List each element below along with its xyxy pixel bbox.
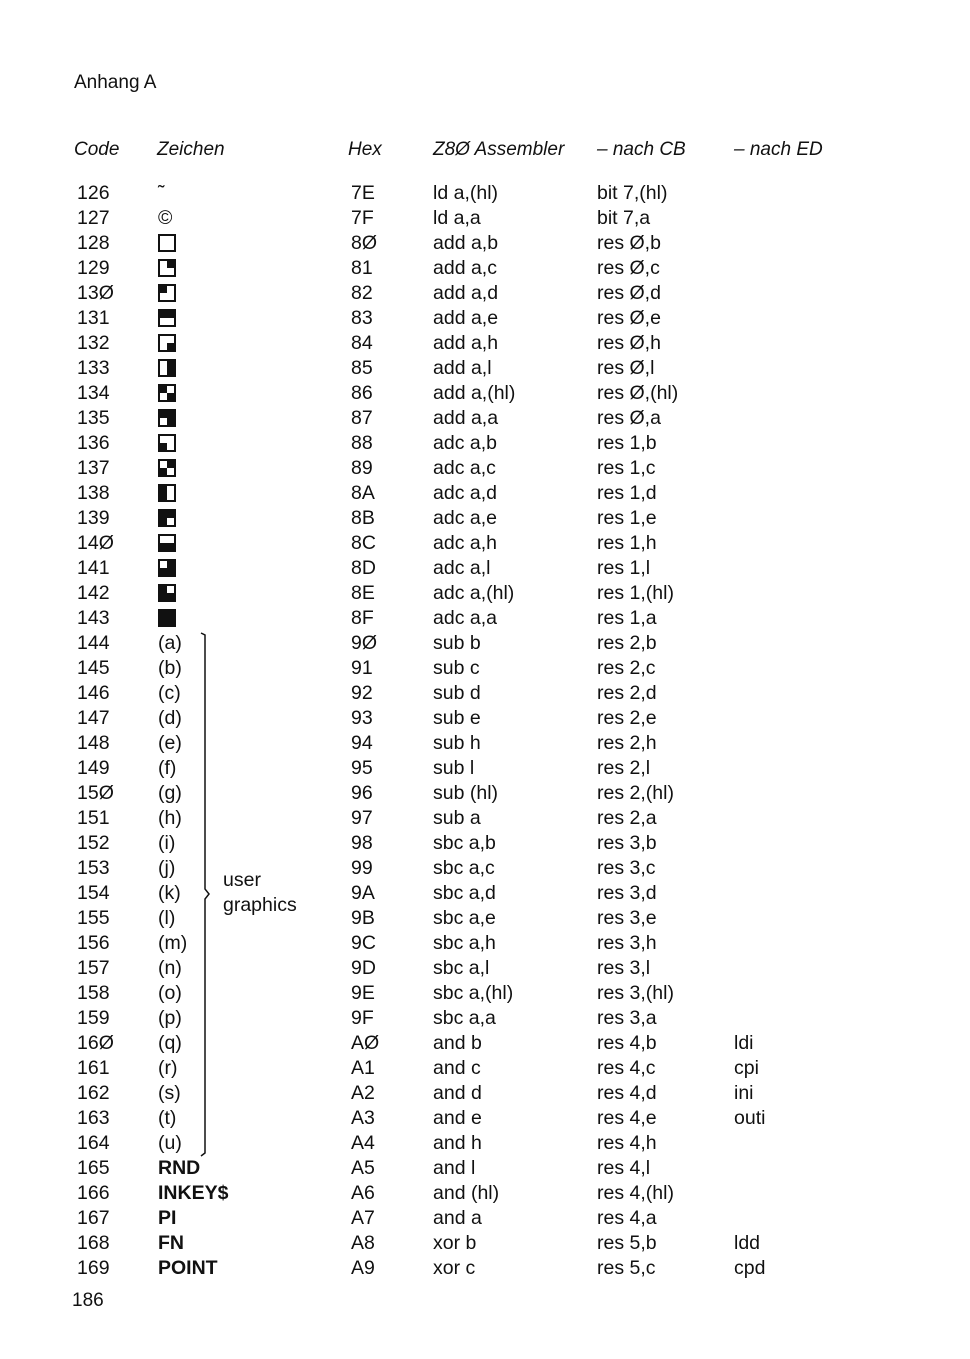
cb-cell: res 2,b: [597, 632, 657, 654]
assembler-cell: add a,h: [433, 332, 499, 354]
table-row: [0, 781, 970, 806]
cb-cell: res 5,b: [597, 1232, 657, 1254]
code-cell: 134: [77, 382, 110, 404]
code-cell: 158: [77, 982, 110, 1004]
char-cell: (o): [158, 982, 182, 1004]
user-graphics-brace: [200, 632, 210, 1157]
assembler-cell: sub a: [433, 807, 481, 829]
table-row: [0, 181, 970, 206]
table-row: [0, 681, 970, 706]
hex-cell: 85: [351, 357, 373, 379]
assembler-cell: ld a,(hl): [433, 182, 499, 204]
cb-cell: res 3,b: [597, 832, 657, 854]
hex-cell: A1: [351, 1057, 375, 1079]
column-header-nach-ed: – nach ED: [734, 139, 823, 160]
table-row: [0, 231, 970, 256]
hex-cell: 92: [351, 682, 373, 704]
code-cell: 152: [77, 832, 110, 854]
block-graphic-icon: [158, 559, 176, 577]
table-row: [0, 706, 970, 731]
assembler-cell: and a: [433, 1207, 482, 1229]
assembler-cell: sub d: [433, 682, 481, 704]
table-row: [0, 431, 970, 456]
cb-cell: res 4,e: [597, 1107, 657, 1129]
table-row: [0, 256, 970, 281]
assembler-cell: sub (hl): [433, 782, 499, 804]
hex-cell: 82: [351, 282, 373, 304]
code-cell: 127: [77, 207, 110, 229]
block-graphic-icon: [158, 509, 176, 527]
ed-cell: outi: [734, 1107, 766, 1129]
table-row: [0, 306, 970, 331]
cb-cell: res 4,b: [597, 1032, 657, 1054]
cb-cell: res Ø,h: [597, 332, 661, 354]
cb-cell: res 5,c: [597, 1257, 656, 1279]
assembler-cell: sbc a,b: [433, 832, 496, 854]
code-cell: 128: [77, 232, 110, 254]
code-cell: 144: [77, 632, 110, 654]
char-cell: (d): [158, 707, 182, 729]
column-header-assembler: Z8Ø Assembler: [433, 139, 565, 160]
block-graphic-icon: [158, 584, 176, 602]
assembler-cell: and l: [433, 1157, 476, 1179]
char-cell: (r): [158, 1057, 178, 1079]
table-row: [0, 1106, 970, 1131]
assembler-cell: sub l: [433, 757, 475, 779]
code-cell: 135: [77, 407, 110, 429]
hex-cell: 9B: [351, 907, 375, 929]
code-cell: 161: [77, 1057, 110, 1079]
cb-cell: res 4,(hl): [597, 1182, 674, 1204]
hex-cell: 97: [351, 807, 373, 829]
code-cell: 129: [77, 257, 110, 279]
hex-cell: 91: [351, 657, 373, 679]
code-cell: 156: [77, 932, 110, 954]
cb-cell: bit 7,a: [597, 207, 651, 229]
ed-cell: ini: [734, 1082, 754, 1104]
code-cell: 155: [77, 907, 110, 929]
ed-cell: cpi: [734, 1057, 759, 1079]
cb-cell: res 2,c: [597, 657, 656, 679]
code-cell: 132: [77, 332, 110, 354]
assembler-cell: and d: [433, 1082, 482, 1104]
assembler-cell: add a,l: [433, 357, 492, 379]
char-cell: (e): [158, 732, 182, 754]
hex-cell: 95: [351, 757, 373, 779]
char-cell: (b): [158, 657, 182, 679]
hex-cell: 86: [351, 382, 373, 404]
hex-cell: 8A: [351, 482, 375, 504]
char-cell: (u): [158, 1132, 182, 1154]
column-header-hex: Hex: [348, 139, 382, 160]
table-row: [0, 1156, 970, 1181]
assembler-cell: and e: [433, 1107, 482, 1129]
hex-cell: A6: [351, 1182, 375, 1204]
table-row: [0, 756, 970, 781]
table-row: [0, 506, 970, 531]
code-cell: 163: [77, 1107, 110, 1129]
code-cell: 139: [77, 507, 110, 529]
char-cell: (l): [158, 907, 176, 929]
cb-cell: res 1,b: [597, 432, 657, 454]
block-graphic-icon: [158, 359, 176, 377]
table-row: [0, 581, 970, 606]
table-row: [0, 881, 970, 906]
char-cell: (m): [158, 932, 188, 954]
table-row: [0, 1256, 970, 1281]
code-cell: 126: [77, 182, 110, 204]
ed-cell: cpd: [734, 1257, 766, 1279]
cb-cell: res 3,l: [597, 957, 651, 979]
cb-cell: res Ø,b: [597, 232, 661, 254]
assembler-cell: adc a,a: [433, 607, 497, 629]
code-cell: 168: [77, 1232, 110, 1254]
table-row: [0, 1056, 970, 1081]
code-cell: 133: [77, 357, 110, 379]
table-row: [0, 956, 970, 981]
code-cell: 151: [77, 807, 110, 829]
hex-cell: 8Ø: [351, 232, 378, 254]
cb-cell: res 4,a: [597, 1207, 657, 1229]
hex-cell: A3: [351, 1107, 375, 1129]
cb-cell: res 4,d: [597, 1082, 657, 1104]
assembler-cell: adc a,e: [433, 507, 497, 529]
user-graphics-label: [223, 868, 297, 918]
table-row: [0, 556, 970, 581]
page-number: 186: [72, 1290, 104, 1311]
cb-cell: res 3,e: [597, 907, 657, 929]
table-row: [0, 1081, 970, 1106]
cb-cell: res 1,c: [597, 457, 656, 479]
assembler-cell: xor c: [433, 1257, 476, 1279]
char-cell: (i): [158, 832, 176, 854]
table-row: [0, 356, 970, 381]
block-graphic-icon: [158, 484, 176, 502]
hex-cell: 9E: [351, 982, 375, 1004]
code-cell: 138: [77, 482, 110, 504]
hex-cell: 8B: [351, 507, 375, 529]
hex-cell: A9: [351, 1257, 375, 1279]
char-cell: FN: [158, 1232, 184, 1254]
table-row: [0, 531, 970, 556]
table-row: [0, 331, 970, 356]
cb-cell: res 2,d: [597, 682, 657, 704]
assembler-cell: sub c: [433, 657, 480, 679]
table-row: [0, 606, 970, 631]
hex-cell: 9C: [351, 932, 376, 954]
char-cell: (h): [158, 807, 182, 829]
ed-cell: ldi: [734, 1032, 754, 1054]
block-graphic-icon: [158, 259, 176, 277]
assembler-cell: sub h: [433, 732, 481, 754]
table-row: [0, 406, 970, 431]
block-graphic-icon: [158, 334, 176, 352]
code-cell: 143: [77, 607, 110, 629]
code-cell: 162: [77, 1082, 110, 1104]
code-cell: 146: [77, 682, 110, 704]
char-cell: ˜: [158, 182, 165, 204]
table-row: [0, 381, 970, 406]
cb-cell: res Ø,c: [597, 257, 660, 279]
block-graphic-icon: [158, 409, 176, 427]
table-row: [0, 206, 970, 231]
user-graphics-label-line1: user: [223, 869, 261, 891]
cb-cell: res 4,h: [597, 1132, 657, 1154]
block-graphic-icon: [158, 234, 176, 252]
char-cell: (c): [158, 682, 181, 704]
assembler-cell: and (hl): [433, 1182, 500, 1204]
table-row: [0, 456, 970, 481]
assembler-cell: add a,c: [433, 257, 497, 279]
code-cell: 153: [77, 857, 110, 879]
table-row: [0, 631, 970, 656]
cb-cell: res Ø,(hl): [597, 382, 679, 404]
cb-cell: res 3,d: [597, 882, 657, 904]
code-cell: 154: [77, 882, 110, 904]
hex-cell: 9Ø: [351, 632, 378, 654]
assembler-cell: sbc a,h: [433, 932, 496, 954]
assembler-cell: sub e: [433, 707, 481, 729]
hex-cell: 98: [351, 832, 373, 854]
char-cell: (f): [158, 757, 177, 779]
assembler-cell: and b: [433, 1032, 482, 1054]
hex-cell: 94: [351, 732, 373, 754]
assembler-cell: and h: [433, 1132, 482, 1154]
assembler-cell: add a,d: [433, 282, 499, 304]
table-row: [0, 731, 970, 756]
cb-cell: res 3,c: [597, 857, 656, 879]
assembler-cell: add a,b: [433, 232, 499, 254]
hex-cell: 99: [351, 857, 373, 879]
cb-cell: res 4,l: [597, 1157, 651, 1179]
assembler-cell: sbc a,d: [433, 882, 496, 904]
cb-cell: res 1,h: [597, 532, 657, 554]
code-cell: 141: [77, 557, 110, 579]
assembler-cell: ld a,a: [433, 207, 481, 229]
code-cell: 166: [77, 1182, 110, 1204]
cb-cell: res 2,a: [597, 807, 657, 829]
table-row: [0, 1181, 970, 1206]
cb-cell: res 1,(hl): [597, 582, 674, 604]
code-cell: 165: [77, 1157, 110, 1179]
column-header-nach-cb: – nach CB: [597, 139, 686, 160]
code-cell: 145: [77, 657, 110, 679]
hex-cell: 7E: [351, 182, 375, 204]
user-graphics-label-line2: graphics: [223, 894, 297, 916]
assembler-cell: sub b: [433, 632, 481, 654]
cb-cell: res 2,(hl): [597, 782, 674, 804]
table-row: [0, 1206, 970, 1231]
page-header: Anhang A: [74, 72, 157, 93]
code-cell: 16Ø: [77, 1032, 114, 1054]
code-cell: 142: [77, 582, 110, 604]
char-cell: (k): [158, 882, 181, 904]
table-row: [0, 806, 970, 831]
block-graphic-icon: [158, 609, 176, 627]
assembler-cell: sbc a,e: [433, 907, 496, 929]
char-cell: (n): [158, 957, 182, 979]
hex-cell: 88: [351, 432, 373, 454]
cb-cell: res Ø,a: [597, 407, 661, 429]
assembler-cell: adc a,h: [433, 532, 497, 554]
cb-cell: res 2,h: [597, 732, 657, 754]
cb-cell: res 1,a: [597, 607, 657, 629]
hex-cell: 9A: [351, 882, 375, 904]
table-row: [0, 656, 970, 681]
table-row: [0, 831, 970, 856]
table-row: [0, 281, 970, 306]
char-cell: INKEY$: [158, 1182, 229, 1204]
assembler-cell: add a,e: [433, 307, 499, 329]
hex-cell: 9D: [351, 957, 376, 979]
cb-cell: res 1,d: [597, 482, 657, 504]
cb-cell: res 3,h: [597, 932, 657, 954]
assembler-cell: adc a,l: [433, 557, 491, 579]
table-row: [0, 1006, 970, 1031]
hex-cell: 8C: [351, 532, 376, 554]
code-cell: 14Ø: [77, 532, 114, 554]
assembler-cell: adc a,b: [433, 432, 497, 454]
cb-cell: res 3,(hl): [597, 982, 674, 1004]
code-cell: 13Ø: [77, 282, 114, 304]
assembler-cell: sbc a,(hl): [433, 982, 514, 1004]
block-graphic-icon: [158, 459, 176, 477]
assembler-cell: sbc a,a: [433, 1007, 496, 1029]
char-cell: (s): [158, 1082, 181, 1104]
hex-cell: A2: [351, 1082, 375, 1104]
block-graphic-icon: [158, 434, 176, 452]
char-cell: (q): [158, 1032, 182, 1054]
table-row: [0, 906, 970, 931]
cb-cell: bit 7,(hl): [597, 182, 668, 204]
code-cell: 136: [77, 432, 110, 454]
hex-cell: AØ: [351, 1032, 380, 1054]
code-cell: 167: [77, 1207, 110, 1229]
char-cell: (j): [158, 857, 176, 879]
hex-cell: 7F: [351, 207, 374, 229]
hex-cell: 83: [351, 307, 373, 329]
column-header-code: Code: [74, 139, 120, 160]
table-row: [0, 1231, 970, 1256]
hex-cell: 8E: [351, 582, 375, 604]
hex-cell: A8: [351, 1232, 375, 1254]
cb-cell: res Ø,d: [597, 282, 661, 304]
cb-cell: res 3,a: [597, 1007, 657, 1029]
assembler-cell: adc a,d: [433, 482, 497, 504]
cb-cell: res 1,e: [597, 507, 657, 529]
code-cell: 131: [77, 307, 110, 329]
cb-cell: res 2,e: [597, 707, 657, 729]
char-cell: RND: [158, 1157, 201, 1179]
char-cell: (a): [158, 632, 182, 654]
assembler-cell: add a,a: [433, 407, 499, 429]
hex-cell: 87: [351, 407, 373, 429]
char-cell: (g): [158, 782, 182, 804]
table-row: [0, 931, 970, 956]
assembler-cell: sbc a,c: [433, 857, 495, 879]
hex-cell: 93: [351, 707, 373, 729]
hex-cell: 84: [351, 332, 373, 354]
table-row: [0, 981, 970, 1006]
block-graphic-icon: [158, 284, 176, 302]
hex-cell: A5: [351, 1157, 375, 1179]
cb-cell: res 1,l: [597, 557, 651, 579]
hex-cell: A4: [351, 1132, 375, 1154]
code-cell: 15Ø: [77, 782, 114, 804]
code-cell: 169: [77, 1257, 110, 1279]
hex-cell: 9F: [351, 1007, 374, 1029]
hex-cell: 96: [351, 782, 373, 804]
code-cell: 159: [77, 1007, 110, 1029]
table-row: [0, 481, 970, 506]
code-cell: 147: [77, 707, 110, 729]
assembler-cell: xor b: [433, 1232, 477, 1254]
code-cell: 164: [77, 1132, 110, 1154]
block-graphic-icon: [158, 309, 176, 327]
ed-cell: ldd: [734, 1232, 761, 1254]
assembler-cell: adc a,c: [433, 457, 496, 479]
block-graphic-icon: [158, 384, 176, 402]
cb-cell: res 4,c: [597, 1057, 656, 1079]
char-cell: (t): [158, 1107, 177, 1129]
char-cell: ©: [158, 207, 173, 229]
code-cell: 137: [77, 457, 110, 479]
code-cell: 157: [77, 957, 110, 979]
hex-cell: A7: [351, 1207, 375, 1229]
table-row: [0, 1031, 970, 1056]
assembler-cell: adc a,(hl): [433, 582, 515, 604]
hex-cell: 8D: [351, 557, 376, 579]
code-cell: 148: [77, 732, 110, 754]
block-graphic-icon: [158, 534, 176, 552]
cb-cell: res Ø,l: [597, 357, 655, 379]
assembler-cell: and c: [433, 1057, 481, 1079]
hex-cell: 8F: [351, 607, 374, 629]
table-row: [0, 856, 970, 881]
assembler-cell: add a,(hl): [433, 382, 516, 404]
char-cell: POINT: [158, 1257, 218, 1279]
char-cell: (p): [158, 1007, 182, 1029]
cb-cell: res 2,l: [597, 757, 651, 779]
column-header-zeichen: Zeichen: [157, 139, 225, 160]
table-row: [0, 1131, 970, 1156]
hex-cell: 81: [351, 257, 373, 279]
char-cell: PI: [158, 1207, 177, 1229]
code-cell: 149: [77, 757, 110, 779]
assembler-cell: sbc a,l: [433, 957, 490, 979]
hex-cell: 89: [351, 457, 373, 479]
cb-cell: res Ø,e: [597, 307, 661, 329]
